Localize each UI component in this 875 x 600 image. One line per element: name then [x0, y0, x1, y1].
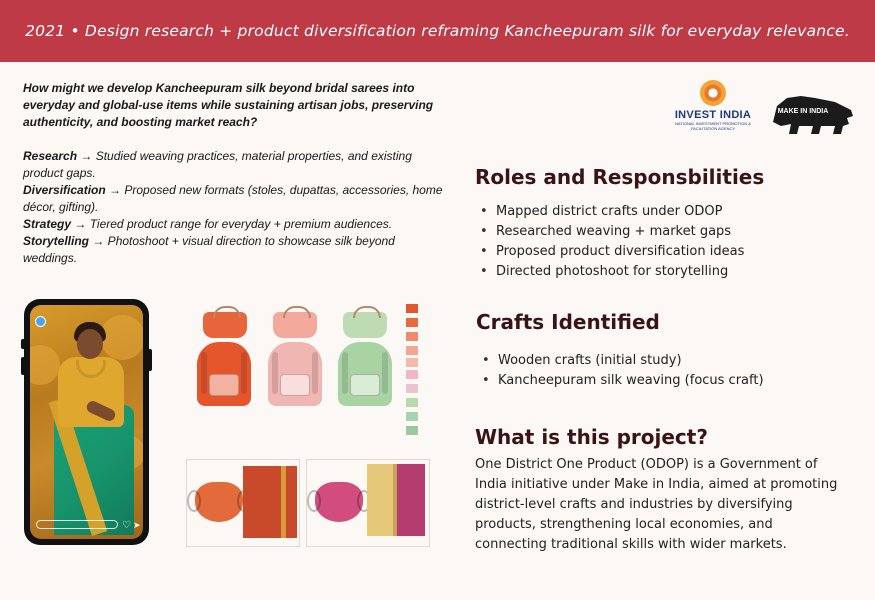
point-research: Research → Studied weaving practices, material properties, and existing product gaps.: [23, 149, 412, 180]
story-avatar-icon[interactable]: [35, 316, 46, 327]
phone-mockup: [24, 299, 149, 545]
roles-list: [480, 202, 744, 282]
heart-icon[interactable]: ♡: [122, 520, 131, 531]
crafts-list: [482, 351, 764, 391]
color-swatch: [406, 358, 418, 367]
roles-heading: Roles and Responsbilities: [475, 165, 765, 189]
list-item: • Directed photoshoot for storytelling: [480, 262, 744, 282]
reply-input[interactable]: [36, 520, 118, 529]
point-strategy: Strategy → Tiered product range for everyday + premium audiences.: [23, 217, 393, 231]
color-swatch: [406, 346, 418, 355]
mask-sketch: [195, 482, 243, 522]
point-storytelling: Storytelling → Photoshoot + visual direction to showcase silk beyond weddings.: [23, 234, 395, 265]
list-item: • Mapped district crafts under ODOP: [480, 202, 744, 222]
about-heading: What is this project?: [475, 425, 708, 449]
list-item: • Researched weaving + market gaps: [480, 222, 744, 242]
mask-panel-pink: [306, 459, 430, 547]
crafts-heading: Crafts Identified: [476, 310, 660, 334]
phone-side-button: [21, 357, 25, 375]
list-item: • Kancheepuram silk weaving (focus craft): [482, 371, 764, 391]
phone-side-button: [21, 339, 25, 349]
list-item: • Wooden crafts (initial study): [482, 351, 764, 371]
product-sketches: [185, 300, 430, 410]
clutch-sketch-orange: [203, 312, 247, 338]
color-swatch: [406, 318, 418, 327]
clutch-sketch-green: [343, 312, 387, 338]
header-banner: [0, 0, 875, 62]
banner-text: 2021 • Design research + product diversification reframing Kancheepuram silk for everyday relevance.: [25, 22, 850, 40]
problem-statement: How might we develop Kancheepuram silk beyond bridal sarees into everyday and global-use items while sustaining artisan jobs, preserving authenticity, and boosting market reach?: [23, 81, 434, 129]
color-swatch: [406, 384, 418, 393]
silk-fabric-swatch: [243, 466, 297, 538]
color-swatch: [406, 332, 418, 341]
backpack-sketch-orange: [197, 342, 251, 406]
color-swatch: [406, 412, 418, 421]
backpack-sketch-green: [338, 342, 392, 406]
color-swatch: [406, 304, 418, 313]
mask-sketch: [315, 482, 363, 522]
send-icon[interactable]: ➤: [133, 521, 141, 531]
invest-india-logo: INVEST INDIA NATIONAL INVESTMENT PROMOTION & FACILITATION AGENCY: [674, 80, 752, 140]
color-swatch: [406, 426, 418, 435]
mask-panel-orange: [186, 459, 300, 547]
make-in-india-logo: MAKE IN INDIA: [771, 92, 855, 136]
invest-india-sun-icon: [700, 80, 726, 106]
color-swatch: [406, 398, 418, 407]
about-text: One District One Product (ODOP) is a Government of India initiative under Make in India, aimed at promoting district-level crafts and industries by diversifying products, strengthening local economies, and connecting traditional skills with wider markets.: [475, 457, 838, 552]
list-item: • Proposed product diversification ideas: [480, 242, 744, 262]
clutch-sketch-pink: [273, 312, 317, 338]
silk-fabric-swatch: [367, 464, 425, 536]
approach-points: [23, 148, 448, 267]
point-diversification: Diversification → Proposed new formats (stoles, dupattas, accessories, home décor, gifting).: [23, 183, 443, 214]
phone-side-button: [148, 349, 152, 371]
backpack-sketch-pink: [268, 342, 322, 406]
photoshoot-image: [30, 305, 143, 539]
color-swatch: [406, 370, 418, 379]
